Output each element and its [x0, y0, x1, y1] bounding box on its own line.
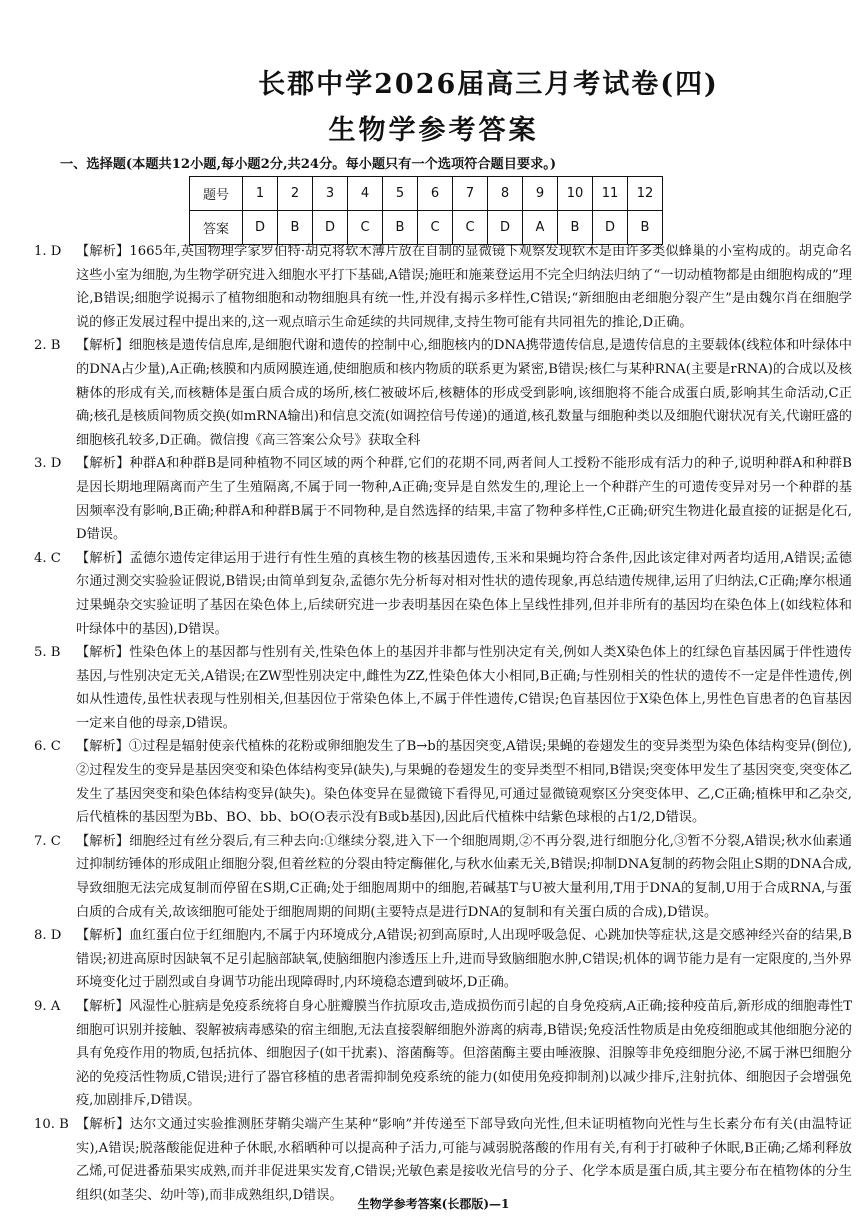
item-number: 1. D — [34, 244, 62, 259]
item-number: 8. D — [34, 928, 62, 944]
question-number-cell: 8 — [488, 177, 523, 211]
item-text: 【解析】孟德尔遗传定律运用于进行有性生殖的真核生物的核基因遗传,玉米和果蝇均符合条件,因此该定律对两者均适用,A错误;孟德尔通过测交实验验证假说,B错误;由简单到复杂,孟德尔先分析每对相对性状的遗传现象,再总结遗传规律,运用了归纳法,C正确;摩尔根通过果蝇杂交实验证明了基因在染色体上,后续研究进一步表明基因在染色体上呈线性排列,但并非所有的基因均在染色体上(如线粒体和叶绿体中的基因),D错误。 — [76, 550, 852, 637]
question-number-cell: 7 — [453, 177, 488, 211]
answer-cell: B — [383, 211, 418, 245]
answer-cell: B — [628, 211, 663, 245]
question-number-cell: 5 — [383, 177, 418, 211]
answer-table — [189, 176, 663, 245]
explanation-item — [34, 995, 852, 1113]
answer-cell: C — [348, 211, 383, 245]
question-number-cell: 6 — [418, 177, 453, 211]
question-number-cell: 11 — [593, 177, 628, 211]
answer-cell: D — [593, 211, 628, 245]
question-number-cell: 4 — [348, 177, 383, 211]
row-label-answer: 答案 — [190, 211, 243, 245]
item-text: 【解析】种群A和种群B是同种植物不同区域的两个种群,它们的花期不同,两者间人工授粉不能形成有活力的种子,说明种群A和种群B是因长期地理隔离而产生了生殖隔离,不属于同一物种,A正确;变异是自然发生的,理论上一个种群产生的可遗传变异对另一个种群的基因频率没有影响,B正确;种群A和种群B属于不同物种,是自然选择的结果,丰富了物种多样性,C正确;研究生物进化最直接的证据是化石,D错误。 — [76, 456, 853, 543]
item-text: 【解析】达尔文通过实验推测胚芽鞘尖端产生某种“影响”并传递至下部导致向光性,但未证明植物向光性与生长素分布有关(由温特证实),A错误;脱落酸能促进种子休眠,水稻晒种可以提高种子活力,可能与减弱脱落酸的作用有关,有利于打破种子休眠,B正确;乙烯利释放乙烯,可促进番茄果实成熟,而并非促进果实发育,C错误;光敏色素是接收光信号的分子、化学本质是蛋白质,其主要分布在植物体的分生组织(如茎尖、幼叶等),而非成熟组织,D错误。 — [76, 1116, 852, 1203]
question-number-cell: 9 — [523, 177, 558, 211]
explanations — [34, 240, 852, 1207]
answer-cell: C — [418, 211, 453, 245]
item-text: 【解析】1665年,英国物理学家罗伯特·胡克将软木薄片放在自制的显微镜下观察发现软木是由许多类似蜂巢的小室构成的。胡克命名这些小室为细胞,为生物学研究进入细胞水平打下基础,A错误;施旺和施莱登运用不完全归纳法归纳了“一切动植物都是由细胞构成的”理论,B错误;细胞学说揭示了植物细胞和动物细胞具有统一性,并没有揭示多样性,C错误;“新细胞由老细胞分裂产生”是由魏尔肖在细胞学说的修正发展过程中提出来的,这一观点暗示生命延续的共同规律,支持生物可能有共同祖先的推论,D正确。 — [76, 244, 852, 330]
row-label-number: 题号 — [190, 177, 243, 211]
item-text: 【解析】细胞经过有丝分裂后,有三种去向:①继续分裂,进入下一个细胞周期,②不再分裂,进行细胞分化,③暂不分裂,A错误;秋水仙素通过抑制纺锤体的形成阻止细胞分裂,但着丝粒的分裂由特定酶催化,与秋水仙素无关,B错误;抑制DNA复制的药物会阻止S期的DNA合成,导致细胞无法完成复制而停留在S期,C正确;处于细胞周期中的细胞,若碱基T与U被大量利用,T用于DNA的复制,U用于合成RNA,与蛋白质的合成有关,故该细胞可能处于细胞周期的间期(主要特点是进行DNA的复制和有关蛋白质的合成),D错误。 — [76, 833, 852, 920]
answer-cell: D — [313, 211, 348, 245]
item-number: 5. B — [34, 645, 61, 661]
question-number-cell: 12 — [628, 177, 663, 211]
question-number-cell: 10 — [558, 177, 593, 211]
question-number-row — [190, 177, 663, 211]
item-number: 7. C — [34, 833, 61, 849]
item-number: 2. B — [34, 338, 61, 354]
explanation-item — [34, 240, 852, 334]
explanation-item — [34, 452, 852, 546]
explanation-item — [34, 547, 852, 641]
item-number: 3. D — [34, 456, 62, 472]
explanation-item — [34, 735, 852, 829]
item-number: 4. C — [34, 550, 61, 566]
question-number-cell: 1 — [243, 177, 278, 211]
item-text: 【解析】血红蛋白位于红细胞内,不属于内环境成分,A错误;初到高原时,人出现呼吸急促、心跳加快等症状,这是交感神经兴奋的结果,B错误;初进高原时因缺氧不足引起脑部缺氧,使脑细胞内渗透压上升,进而导致脑细胞水肿,C错误;机体的调节能力是有一定限度的,当外界环境变化过于剧烈或自身调节功能出现障碍时,内环境稳态遭到破坏,D正确。 — [76, 928, 852, 991]
explanation-item — [34, 1113, 852, 1207]
section-heading: 一、选择题(本题共12小题,每小题2分,共24分。每小题只有一个选项符合题目要求。) — [60, 157, 557, 172]
explanation-item — [34, 641, 852, 735]
item-text: 【解析】性染色体上的基因都与性别有关,性染色体上的基因并非都与性别决定有关,例如人类X染色体上的红绿色盲基因属于伴性遗传基因,与性别决定无关,A错误;在ZW型性别决定中,雌性为ZZ,性染色体大小相同,B正确;与性别相关的性状的遗传不一定是伴性遗传,例如从性遗传,虽性状表现与性别相关,但基因位于常染色体上,不属于伴性遗传,C错误;色盲基因位于X染色体上,男性色盲患者的色盲基因一定来自他的母亲,D错误。 — [76, 645, 852, 731]
answer-cell: B — [278, 211, 313, 245]
question-number-cell: 3 — [313, 177, 348, 211]
answer-cell: A — [523, 211, 558, 245]
explanation-item — [34, 924, 852, 995]
answer-key-subtitle: 生物学参考答案 — [328, 115, 539, 146]
item-text: 【解析】①过程是辐射使亲代植株的花粉或卵细胞发生了B→b的基因突变,A错误;果蝇的卷翅发生的变异类型为染色体结构变异(倒位),②过程发生的变异是基因突变和染色体结构变异(缺失),与果蝇的卷翅发生的变异类型不相同,B错误;突变体甲发生了基因突变,突变体乙发生了基因突变和染色体结构变异(缺失)。染色体变异在显微镜下看得见,可通过显微镜观察区分突变体甲、乙,C正确;植株甲和乙杂交,后代植株的基因型为Bb、BO、bb、bO(O表示没有B或b基因),因此后代植株中结紫色球根的占1/2,D错误。 — [76, 739, 852, 826]
item-number: 9. A — [34, 999, 61, 1014]
exam-title: 长郡中学2026届高三月考试卷(四) — [258, 69, 719, 100]
answer-cell: B — [558, 211, 593, 245]
question-number-cell: 2 — [278, 177, 313, 211]
explanation-item — [34, 830, 852, 924]
answer-cell: D — [488, 211, 523, 245]
item-number: 6. C — [34, 739, 61, 755]
explanation-item — [34, 334, 852, 452]
item-number: 10. B — [34, 1116, 69, 1132]
answer-cell: D — [243, 211, 278, 245]
item-text: 【解析】细胞核是遗传信息库,是细胞代谢和遗传的控制中心,细胞核内的DNA携带遗传信息,是遗传信息的主要载体(线粒体和叶绿体中的DNA占少量),A正确;核膜和内质网膜连通,使细胞质和核内物质的联系更为紧密,B错误;核仁与某种RNA(主要是rRNA)的合成以及核糖体的形成有关,而核糖体是蛋白质合成的场所,核仁被破坏后,核糖体的形成受到影响,该细胞将不能合成蛋白质,影响其生命活动,C正确;核孔是核质间物质交换(如mRNA输出)和信息交流(如调控信号传递)的通道,核孔数量与细胞种类以及细胞代谢状况有关,代谢旺盛的细胞核孔较多,D正确。微信搜《高三答案公众号》获取全科 — [76, 338, 852, 448]
page-footer: 生物学参考答案(长郡版)—1 — [357, 1197, 510, 1211]
item-text: 【解析】风湿性心脏病是免疫系统将自身心脏瓣膜当作抗原攻击,造成损伤而引起的自身免疫病,A正确;接种疫苗后,新形成的细胞毒性T细胞可识别并接触、裂解被病毒感染的宿主细胞,无法直接裂解细胞外游离的病毒,B错误;免疫活性物质是由免疫细胞或其他细胞分泌的具有免疫作用的物质,包括抗体、细胞因子(如干扰素)、溶菌酶等。但溶菌酶主要由唾液腺、泪腺等非免疫细胞分泌,不属于淋巴细胞分泌的免疫活性物质,C错误;进行了器官移植的患者需抑制免疫系统的能力(如使用免疫抑制剂)以减少排斥,注射抗体、细胞因子会增强免疫,加剧排斥,D错误。 — [76, 999, 852, 1109]
answer-cell: C — [453, 211, 488, 245]
